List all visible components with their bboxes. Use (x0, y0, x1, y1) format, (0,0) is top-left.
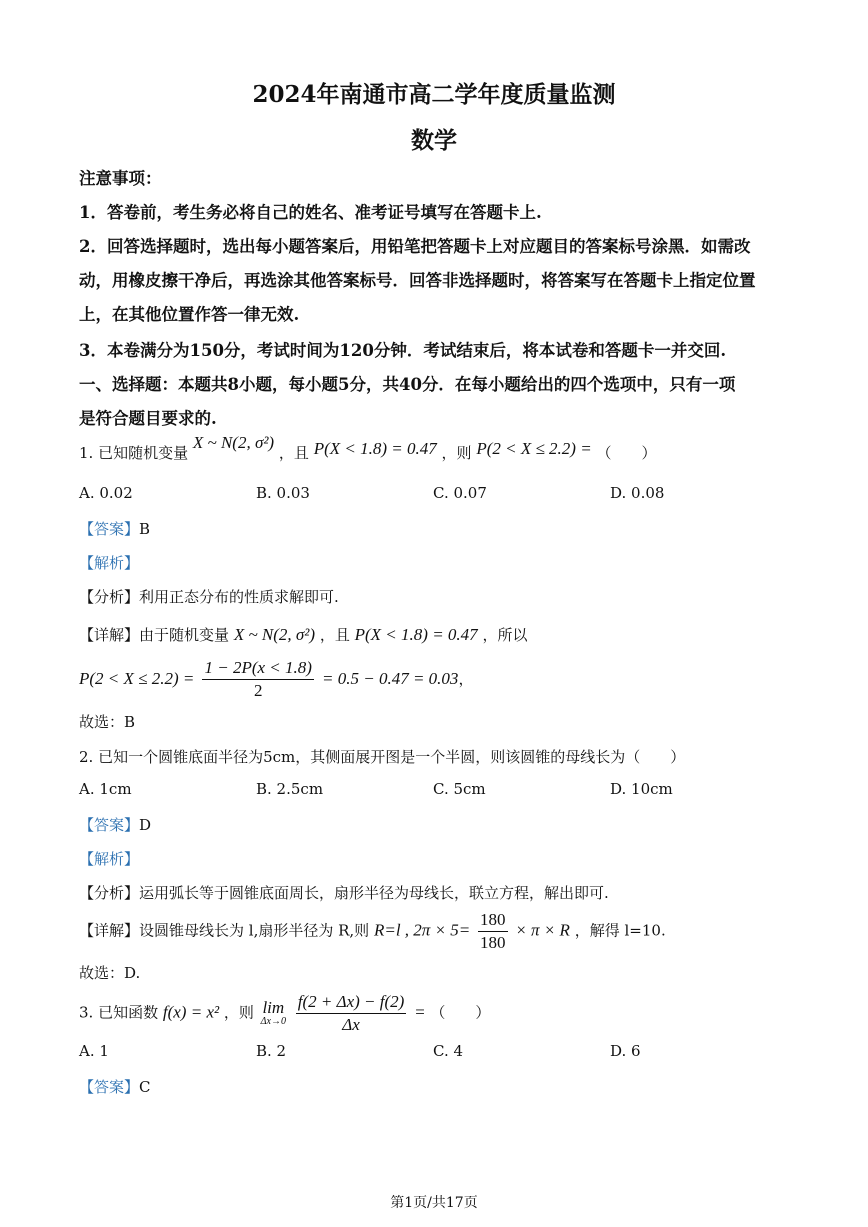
q1-answer (79, 518, 150, 539)
q2-option-d: D. 10cm (610, 780, 673, 798)
q1-stem (79, 433, 657, 463)
q1-stem-math-dist: X ~ N(2, σ²) (192, 433, 275, 452)
q2-detail-math2: × π × R (515, 920, 570, 940)
notice-item-3: 3．本卷满分为150分，考试时间为120分钟．考试结束后，将本试卷和答题卡一并交回. (79, 341, 727, 360)
q3-option-b: B. 2 (256, 1042, 287, 1060)
page-number: 第1页/共17页 (390, 1195, 478, 1211)
q1-detail-math-prob: P(X < 1.8) = 0.47 (354, 625, 478, 644)
q1-detail-post: ，所以 (482, 626, 528, 644)
q1-stem-mid: ，且 (278, 444, 309, 462)
q1-detail-tag: 【详解】 (79, 626, 140, 644)
q2-detail-pre: 设圆锥母线长为 l,扇形半径为 R,则 (139, 921, 370, 940)
q1-option-c: C. 0.07 (433, 484, 487, 502)
q2-fenxi (79, 882, 609, 903)
q3-stem-paren: （ ） (430, 1003, 491, 1022)
q1-detail (79, 624, 527, 645)
q1-detail-pre: 由于随机变量 (139, 626, 230, 644)
q2-option-b: B. 2.5cm (256, 780, 324, 798)
q1-formula (79, 658, 473, 701)
q2-detail-tag: 【详解】 (79, 921, 140, 940)
q1-formula-fraction (202, 658, 313, 701)
subject-title: 数学 (411, 127, 457, 154)
q1-formula-end: ， (458, 670, 474, 688)
q1-stem-math-target: P(2 < X ≤ 2.2) = (476, 439, 592, 458)
q2-detail-post: ，解得 l=10. (574, 921, 666, 940)
notice-item-2-line2: 动，用橡皮擦干净后，再选涂其他答案标号．回答非选择题时，将答案写在答题卡上指定位置 (79, 271, 756, 290)
q3-limit-word: lim (262, 998, 285, 1017)
q2-fenxi-text: 运用弧长等于圆锥底面周长，扇形半径为母线长，联立方程，解出即可. (139, 884, 609, 902)
notice-item-1: 1．答卷前，考生务必将自己的姓名、准考证号填写在答题卡上. (79, 203, 542, 222)
q2-choose: 故选：D. (79, 964, 141, 982)
q2-option-a: A. 1cm (79, 780, 132, 798)
q1-option-b: B. 0.03 (256, 484, 310, 502)
q2-answer-value: D (139, 816, 152, 834)
q2-answer-tag: 【答案】 (79, 816, 140, 834)
q1-stem-mid2: ，则 (441, 444, 472, 462)
q3-option-d: D. 6 (610, 1042, 641, 1060)
q2-detail-numerator: 180 (478, 910, 508, 932)
q1-fenxi (79, 586, 339, 607)
q1-formula-denominator: 2 (253, 681, 263, 700)
notice-item-2-line1: 2．回答选择题时，选出每小题答案后，用铅笔把答题卡上对应题目的答案标号涂黑．如需改 (79, 237, 751, 256)
q2-detail (79, 910, 666, 953)
q2-detail-denominator: 180 (480, 933, 506, 952)
q1-analysis-tag: 【解析】 (79, 554, 140, 572)
q1-formula-lhs: P(2 < X ≤ 2.2) = (79, 669, 195, 688)
q1-stem-pre: 1. 已知随机变量 (79, 444, 189, 462)
q3-answer-tag: 【答案】 (79, 1078, 140, 1096)
q1-detail-math-dist: X ~ N(2, σ²) (233, 625, 316, 644)
q3-option-c: C. 4 (433, 1042, 464, 1060)
q3-fraction-denominator: Δx (342, 1015, 360, 1034)
q3-limit (261, 1000, 286, 1027)
section1-heading-line2: 是符合题目要求的. (79, 409, 217, 428)
q2-analysis-tag: 【解析】 (79, 850, 140, 868)
q1-formula-numerator: 1 − 2P(x < 1.8) (202, 658, 313, 680)
q1-detail-mid: ，且 (319, 626, 350, 644)
q2-option-c: C. 5cm (433, 780, 486, 798)
q3-stem (79, 992, 490, 1035)
q2-detail-fraction (478, 910, 508, 953)
q1-answer-tag: 【答案】 (79, 520, 140, 538)
q3-fraction-numerator: f(2 + Δx) − f(2) (296, 992, 407, 1014)
q3-stem-pre: 3. 已知函数 (79, 1003, 159, 1022)
q3-fraction (296, 992, 407, 1035)
q1-option-d: D. 0.08 (610, 484, 665, 502)
q1-choose: 故选：B (79, 713, 136, 731)
q3-stem-eq: = (414, 1002, 426, 1022)
q3-answer-value: C (139, 1078, 151, 1096)
q1-formula-rhs: = 0.5 − 0.47 = 0.03 (322, 669, 459, 688)
q2-fenxi-tag: 【分析】 (79, 884, 140, 902)
q3-option-a: A. 1 (79, 1042, 109, 1060)
q1-fenxi-text: 利用正态分布的性质求解即可. (139, 588, 339, 606)
q3-limit-sub: Δx→0 (260, 1016, 286, 1027)
q3-answer (79, 1076, 151, 1097)
q3-stem-math-func: f(x) = x² (162, 1002, 220, 1022)
q1-option-a: A. 0.02 (79, 484, 133, 502)
q3-stem-mid: ，则 (223, 1003, 254, 1022)
notice-item-2-line3: 上，在其他位置作答一律无效. (79, 305, 300, 324)
q1-stem-math-prob: P(X < 1.8) = 0.47 (313, 439, 437, 458)
q1-stem-paren: （ ） (596, 444, 657, 462)
q2-answer (79, 814, 151, 835)
q1-answer-value: B (139, 520, 151, 538)
section1-heading-line1: 一、选择题：本题共8小题，每小题5分，共40分．在每小题给出的四个选项中，只有一项 (79, 375, 736, 394)
paper-title: 2024年南通市高二学年度质量监测 (252, 81, 616, 108)
notice-heading: 注意事项： (79, 169, 162, 188)
q1-fenxi-tag: 【分析】 (79, 588, 140, 606)
q2-stem: 2. 已知一个圆锥底面半径为5cm，其侧面展开图是一个半圆，则该圆锥的母线长为（ ） (79, 748, 686, 766)
q2-detail-math1: R=l , 2π × 5= (373, 920, 471, 940)
